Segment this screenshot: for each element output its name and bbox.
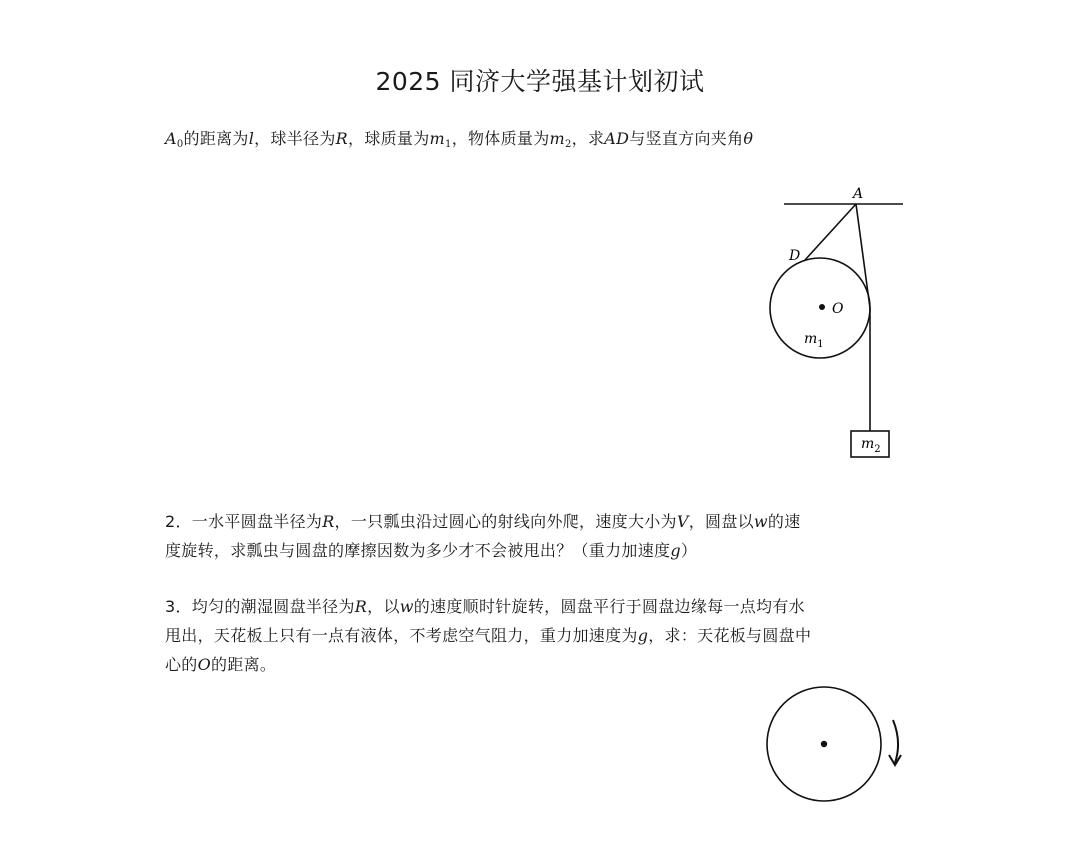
var-m1: $m_1$ bbox=[429, 129, 452, 150]
string-A-tangent bbox=[856, 204, 870, 308]
var-A0: $A_0$ bbox=[165, 129, 184, 150]
var-theta: θ bbox=[743, 129, 754, 148]
page-title: 2025 同济大学强基计划初试 bbox=[375, 67, 705, 96]
var-g: g bbox=[670, 541, 681, 560]
label-D: D bbox=[789, 248, 801, 264]
label-A: A bbox=[853, 186, 864, 202]
var-R: R bbox=[354, 597, 368, 616]
var-m2: $m_2$ bbox=[549, 129, 572, 150]
var-AD: AD bbox=[604, 129, 630, 148]
var-w: w bbox=[753, 512, 768, 531]
var-l: l bbox=[248, 129, 255, 148]
label-O: O bbox=[832, 301, 844, 317]
problem2-line1: 2．一水平圆盘半径为R，一只瓢虫沿过圆心的射线向外爬，速度大小为V，圆盘以w的速 bbox=[165, 512, 801, 531]
string-AD bbox=[805, 204, 856, 260]
problem2-line2: 度旋转，求瓢虫与圆盘的摩擦因数为多少才不会被甩出？（重力加速度g） bbox=[165, 541, 698, 560]
var-R: R bbox=[335, 129, 349, 148]
var-V: V bbox=[676, 512, 689, 531]
label-m1: $m_1$ bbox=[804, 331, 824, 350]
sphere-center-dot bbox=[819, 304, 825, 310]
disc-center-dot bbox=[821, 741, 827, 747]
clockwise-arrow-icon bbox=[893, 720, 898, 763]
label-m2: $m_2$ bbox=[861, 436, 881, 455]
problem1-text: $A_0$的距离为l，球半径为R，球质量为$m_1$，物体质量为$m_2$，求AD与竖直方向夹角θ bbox=[165, 129, 754, 150]
var-R: R bbox=[322, 512, 335, 531]
figure-sphere-pulley bbox=[760, 180, 920, 470]
problem3-line3: 心的O的距离。 bbox=[165, 655, 277, 674]
problem3-line2: 甩出，天花板上只有一点有液体，不考虑空气阻力，重力加速度为g，求：天花板与圆盘中 bbox=[165, 626, 812, 645]
var-w: w bbox=[399, 597, 414, 616]
problem3-line1: 3．均匀的潮湿圆盘半径为R，以w的速度顺时针旋转，圆盘平行于圆盘边缘每一点均有水 bbox=[165, 597, 805, 616]
var-O: O bbox=[197, 655, 212, 674]
var-g: g bbox=[637, 626, 649, 645]
figure-rotating-disc bbox=[760, 680, 920, 810]
